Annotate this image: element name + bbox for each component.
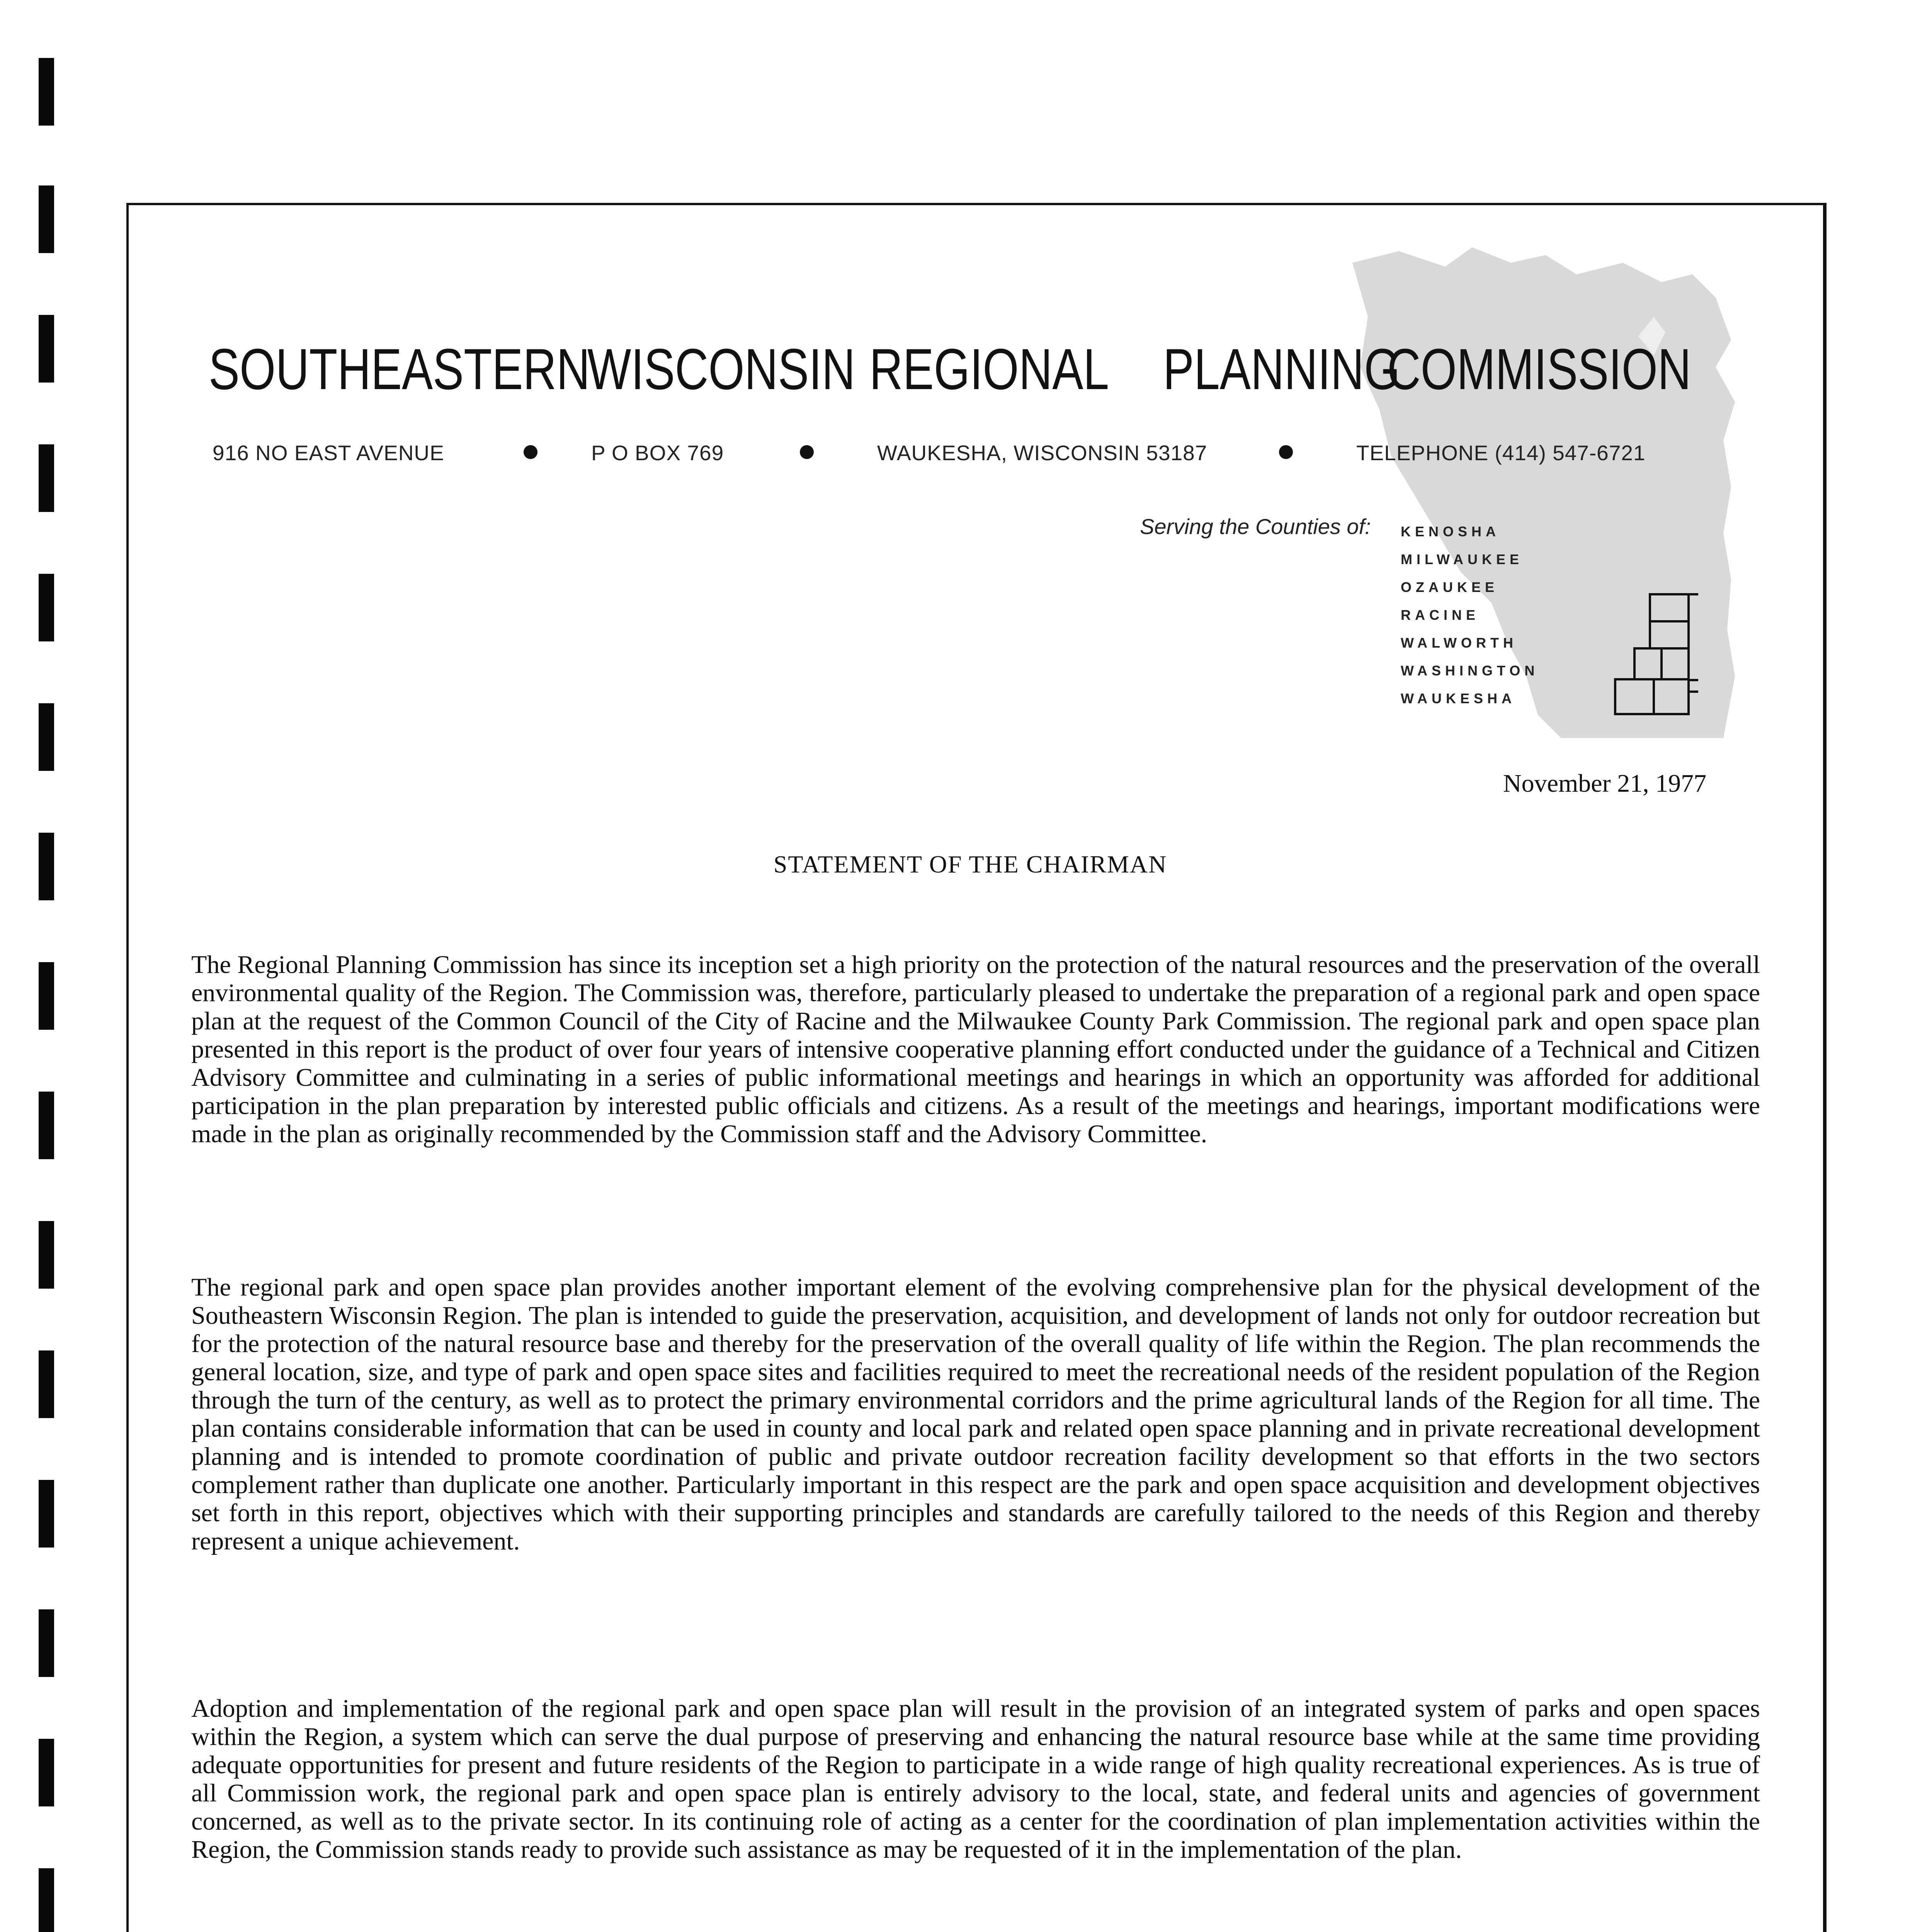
binding-mark bbox=[39, 1480, 54, 1548]
letterhead-address bbox=[213, 440, 1665, 471]
letterhead-title bbox=[209, 332, 1691, 406]
letter-date: November 21, 1977 bbox=[1503, 769, 1707, 798]
bullet-dot-icon bbox=[800, 445, 814, 459]
body-paragraph: Adoption and implementation of the regional park and open space plan will result in the provision of an integrated system of parks and open spaces within the Region, a system which can serve the dual purpose of preserving and enhancing the natural resource base while at the same time providing adequate opportunities for present and future residents of the Region to participate in a wide range of high quality recreational experiences. As is true of all Commission work, the regional park and open space plan is entirely advisory to the local, state, and federal units and agencies of government concerned, as well as to the private sector. In its continuing role of acting as a center for the coordination of plan implementation activities within the Region, the Commission stands ready to provide such assistance as may be requested of it in the implementation of the plan. bbox=[191, 1694, 1760, 1864]
binding-mark bbox=[39, 1350, 54, 1418]
binding-mark bbox=[39, 1739, 54, 1806]
title-word: COMMISSION bbox=[1387, 337, 1691, 401]
binding-mark bbox=[39, 58, 54, 126]
binding-mark bbox=[39, 315, 54, 383]
county-list bbox=[1401, 518, 1539, 713]
binding-mark bbox=[39, 444, 54, 512]
street-address: 916 NO EAST AVENUE bbox=[213, 441, 444, 465]
binding-mark bbox=[39, 1868, 54, 1932]
bullet-dot-icon bbox=[524, 445, 537, 459]
title-word: REGIONAL bbox=[869, 337, 1109, 401]
binding-mark bbox=[39, 1609, 54, 1677]
county-name: WASHINGTON bbox=[1401, 663, 1539, 679]
county-name: WAUKESHA bbox=[1401, 690, 1516, 706]
statement-title: STATEMENT OF THE CHAIRMAN bbox=[773, 850, 1167, 878]
body-paragraph: The Regional Planning Commission has since its inception set a high priority on the protection of the natural resources and the preservation of the overall environmental quality of the Region. The Commission was, therefore, particularly pleased to undertake the preparation of a regional park and open space plan at the request of the Common Council of the City of Racine and the Milwaukee County Park Commission. The regional park and open space plan presented in this report is the product of over four years of intensive cooperative planning effort conducted under the guidance of a Technical and Citizen Advisory Committee and culminating in a series of public informational meetings and hearings in which an opportunity was afforded for additional participation in the plan preparation by interested public officials and citizens. As a result of the meetings and hearings, important modifications were made in the plan as originally recommended by the Commission staff and the Advisory Committee. bbox=[191, 951, 1760, 1148]
title-word: WISCONSIN bbox=[587, 337, 855, 401]
serving-label: Serving the Counties of: bbox=[1140, 514, 1371, 539]
title-word: SOUTHEASTERN bbox=[209, 337, 590, 401]
county-name: WALWORTH bbox=[1401, 635, 1517, 651]
binding-mark bbox=[39, 1221, 54, 1289]
county-name: KENOSHA bbox=[1401, 524, 1500, 539]
po-box: P O BOX 769 bbox=[591, 441, 724, 465]
county-name: MILWAUKEE bbox=[1401, 551, 1524, 567]
body-paragraph: The regional park and open space plan provides another important element of the evolving comprehensive plan for the physical development of the Southeastern Wisconsin Region. The plan is intended to guide the preservation, acquisition, and development of lands not only for outdoor recreation but for the protection of the natural resource base and thereby for the preservation of the overall quality of life within the Region. The plan recommends the general location, size, and type of park and open space sites and facilities required to meet the recreational needs of the resident population of the Region through the turn of the century, as well as to protect the primary environmental corridors and the prime agricultural lands of the Region for all time. The plan contains considerable information that can be used in county and local park and related open space planning and in private recreational development planning and is intended to promote coordination of public and private outdoor recreation facility development so that efforts in the two sectors complement rather than duplicate one another. Particularly important in this respect are the park and open space acquisition and development objectives set forth in this report, objectives which with their supporting principles and standards are carefully tailored to the needs of this Region and thereby represent a unique achievement. bbox=[191, 1273, 1760, 1555]
binding-mark bbox=[39, 1092, 54, 1159]
bullet-dot-icon bbox=[1279, 445, 1293, 459]
county-name: RACINE bbox=[1401, 607, 1480, 623]
county-map-icon bbox=[1607, 591, 1700, 719]
title-word: PLANNING bbox=[1163, 337, 1400, 401]
binding-mark bbox=[39, 185, 54, 253]
binding-mark bbox=[39, 962, 54, 1030]
county-name: OZAUKEE bbox=[1401, 579, 1499, 595]
binding-mark bbox=[39, 574, 54, 641]
city-address: WAUKESHA, WISCONSIN 53187 bbox=[877, 441, 1208, 465]
telephone: TELEPHONE (414) 547-6721 bbox=[1356, 441, 1646, 465]
binding-mark bbox=[39, 703, 54, 771]
